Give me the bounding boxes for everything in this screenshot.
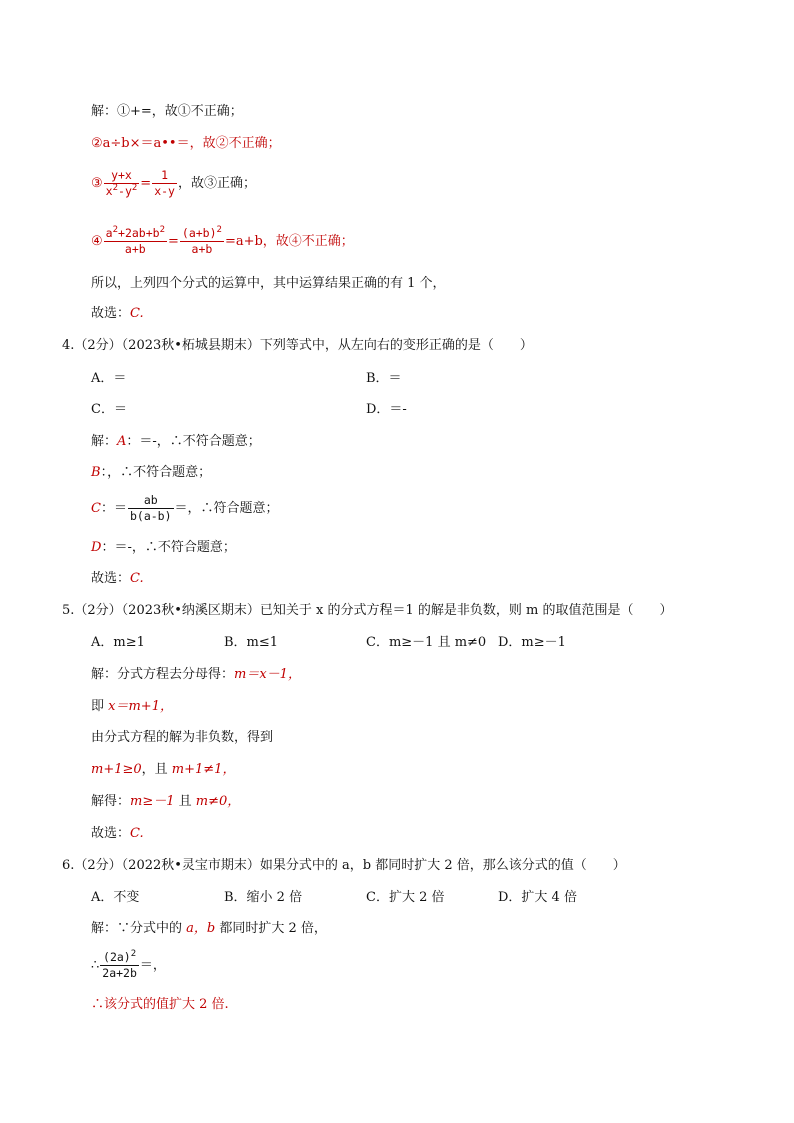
q3-step-3-suffix: ，故③正确； [177, 176, 256, 191]
q4-solution-d: D：＝-，∴不符合题意； [91, 540, 236, 555]
q3-step-4-fraction-1: $\frac{a^2+2ab+b^2}{a+b}$ [105, 225, 165, 256]
q4-stem: 4.（2分）（2023秋•柘城县期末）下列等式中，从左向右的变形正确的是（ ） [62, 338, 533, 353]
q5-step-2: 即 x＝m+1， [91, 699, 173, 714]
q6-option-b: B．缩小 2 倍 [224, 890, 303, 905]
q4-solution-c-fraction: $\frac{ab}{b(a-b)}$ [129, 493, 172, 523]
q6-option-d: D．扩大 4 倍 [498, 890, 577, 905]
q3-step-3-fraction-2: $\frac{1}{x-y}$ [154, 168, 175, 198]
q4-answer: 故选：C. [91, 571, 144, 586]
q3-s4-equals: = [167, 234, 179, 249]
q6-step-1: 解：∵分式中的 a，b 都同时扩大 2 倍， [91, 921, 327, 936]
q3-s3-f1-num: y+x [104, 168, 140, 184]
q5-option-b: B．m≤1 [224, 635, 279, 650]
q4-answer-value: C. [130, 571, 144, 586]
q5-option-a: A．m≥1 [91, 635, 145, 650]
q5-option-d: D．m≥－1 [498, 635, 566, 650]
q3-step-4-prefix: ④ [91, 234, 103, 249]
q6-conclusion: ∴该分式的值扩大 2 倍. [91, 997, 229, 1012]
q3-solution-lead: 解：①+=，故①不正确； [91, 104, 243, 119]
q5-step-1: 解：分式方程去分母得：m＝x－1， [91, 667, 301, 682]
q6-step-2: ∴ $\frac{(2a)^2}{2a+2b}$ ＝， [91, 949, 166, 980]
q3-step-3-fraction-1 [104, 168, 140, 199]
q3-answer: 故选：C. [91, 306, 144, 321]
q4-option-b: B．＝ [366, 371, 402, 386]
q3-s3-equals: = [140, 176, 152, 191]
q4-solution-b: B：，∴不符合题意； [91, 465, 212, 480]
q3-step-4-suffix: =a+b，故④不正确； [224, 234, 354, 249]
q3-step-4-fraction-2: $\frac{(a+b)^2}{a+b}$ [181, 225, 222, 256]
q4-option-d: D．＝- [366, 402, 407, 417]
q3-step-3-prefix: ③ [91, 176, 103, 191]
q4-option-a: A．＝ [91, 371, 127, 386]
q3-step-3 [91, 168, 256, 199]
q3-s3-f1-den: $x^2-y^2$ [105, 183, 138, 198]
q3-answer-value: C. [130, 306, 144, 321]
q6-option-c: C．扩大 2 倍 [366, 890, 445, 905]
q6-option-a: A．不变 [91, 890, 140, 905]
q4-option-c: C．＝ [91, 402, 127, 417]
q5-step-3: 由分式方程的解为非负数，得到 [91, 730, 274, 745]
q5-option-c: C．m≥－1 且 m≠0 [366, 635, 487, 650]
q3-summary: 所以，上列四个分式的运算中，其中运算结果正确的有 1 个， [91, 276, 446, 291]
q5-answer: 故选：C. [91, 826, 144, 841]
q5-answer-value: C. [130, 826, 144, 841]
q5-step-5: 解得：m≥－1 且 m≠0， [91, 794, 241, 809]
q3-step-2: ②a÷b×＝a••＝，故②不正确； [91, 136, 281, 151]
q6-step-2-fraction: $\frac{(2a)^2}{2a+2b}$ [102, 949, 137, 980]
q4-solution-a: 解：A：＝-，∴不符合题意； [91, 434, 261, 449]
q3-step-4 [91, 226, 354, 257]
q4-solution-c: C：＝ $\frac{ab}{b(a-b)}$ ＝，∴符合题意； [91, 493, 279, 523]
q6-stem: 6.（2分）（2022秋•灵宝市期末）如果分式中的 a，b 都同时扩大 2 倍，那么该分式的值（ ） [62, 858, 626, 873]
q5-step-4: m+1≥0，且 m+1≠1， [91, 762, 236, 777]
q5-stem: 5.（2分）（2023秋•纳溪区期末）已知关于 x 的分式方程＝1 的解是非负数，则 m 的取值范围是（ ） [62, 603, 673, 618]
q3-s4-f1-num: $a^2+2ab+b^2$ [105, 225, 165, 240]
